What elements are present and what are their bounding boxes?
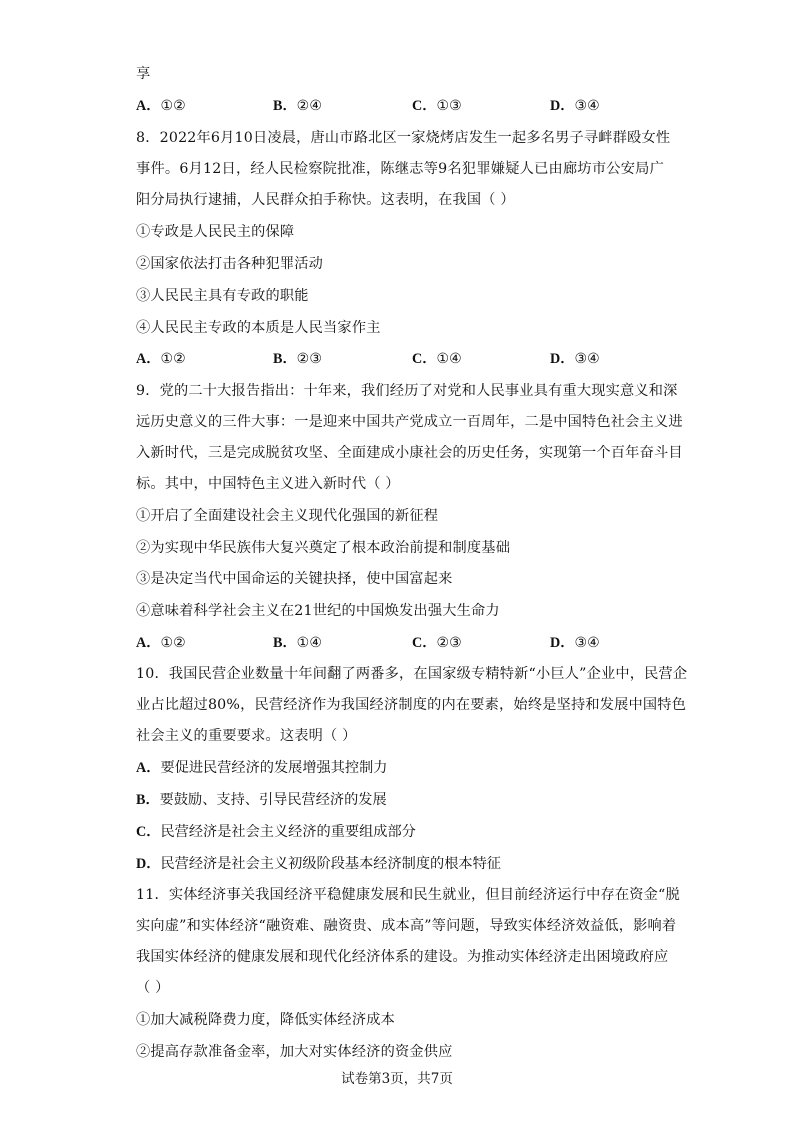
q9-statement-2: ②为实现中华民族伟大复兴奠定了根本政治前提和制度基础 (136, 540, 511, 556)
q8-statement-4: ④人民民主专政的本质是人民当家作主 (136, 320, 381, 336)
q8-option-a: A．①② (136, 351, 186, 367)
q9-statement-3: ③是决定当代中国命运的关键抉择，使中国富起来 (136, 571, 453, 587)
q10-stem-line-2: 业占比超过80%，民营经济作为我国经济制度的内在要素，始终是坚持和发展中国特色 (136, 697, 687, 713)
q11-stem-line-2: 实向虚”和实体经济“融资难、融资贵、成本高”等问题，导致实体经济效益低，影响着 (136, 918, 677, 934)
q8-option-b: B．②③ (273, 351, 323, 367)
q11-statement-1: ①加大减税降费力度，降低实体经济成本 (136, 1012, 395, 1028)
q9-option-b: B．①④ (273, 635, 323, 651)
q9-statement-1: ①开启了全面建设社会主义现代化强国的新征程 (136, 508, 439, 524)
q8-stem-line-1: 8．2022年6月10日凌晨，唐山市路北区一家烧烤店发生一起多名男子寻衅群殴女性 (136, 130, 671, 146)
q9-option-c: C．②③ (412, 635, 462, 651)
q10-choice-a: A．要促进民营经济的发展增强其控制力 (136, 760, 388, 776)
q9-stem-line-1: 9．党的二十大报告指出：十年来，我们经历了对党和人民事业具有重大现实意义和深 (136, 383, 678, 399)
q9-stem-line-2: 远历史意义的三件大事：一是迎来中国共产党成立一百周年，二是中国特色社会主义进 (136, 414, 683, 430)
continued-text: 享 (136, 66, 151, 82)
q8-option-c: C．①④ (412, 351, 462, 367)
q11-stem-line-3: 我国实体经济的健康发展和现代化经济体系的建设。为推动实体经济走出困境政府应 (136, 949, 669, 965)
q11-statement-2: ②提高存款准备金率，加大对实体经济的资金供应 (136, 1044, 453, 1060)
q10-choice-b: B．要鼓励、支持、引导民营经济的发展 (136, 792, 387, 808)
q7-option-d: D．③④ (550, 98, 600, 114)
q7-option-a: A．①② (136, 98, 186, 114)
q10-stem-line-1: 10．我国民营企业数量十年间翻了两番多，在国家级专精特新“小巨人”企业中，民营企 (136, 666, 688, 682)
q8-statement-3: ③人民民主具有专政的职能 (136, 288, 309, 304)
q9-stem-line-4: 标。其中，中国特色主义进入新时代（ ） (136, 476, 400, 492)
q10-stem-line-3: 社会主义的重要要求。这表明（ ） (136, 728, 357, 744)
q9-option-a: A．①② (136, 635, 186, 651)
q7-option-c: C．①③ (412, 98, 462, 114)
q9-statement-4: ④意味着科学社会主义在21世纪的中国焕发出强大生命力 (136, 603, 500, 619)
q9-stem-line-3: 入新时代，三是完成脱贫攻坚、全面建成小康社会的历史任务，实现第一个百年奋斗目 (136, 445, 683, 461)
q8-statement-1: ①专政是人民民主的保障 (136, 224, 295, 240)
q11-stem-line-1: 11．实体经济事关我国经济平稳健康发展和民生就业，但目前经济运行中存在资金“脱 (136, 887, 680, 903)
page-footer: 试卷第3页，共7页 (341, 1071, 453, 1087)
q8-stem-line-2: 事件。6月12日，经人民检察院批准，陈继志等9名犯罪嫌疑人已由廊坊市公安局广 (136, 161, 664, 177)
q11-stem-line-4: （ ） (136, 980, 170, 996)
q10-choice-d: D．民营经济是社会主义初级阶段基本经济制度的根本特征 (136, 856, 501, 872)
q8-stem-line-3: 阳分局执行逮捕，人民群众拍手称快。这表明，在我国（ ） (136, 192, 515, 208)
q7-option-b: B．②④ (273, 98, 323, 114)
q10-choice-c: C．民营经济是社会主义经济的重要组成部分 (136, 824, 416, 840)
q8-option-d: D．③④ (550, 351, 600, 367)
q9-option-d: D．③④ (550, 635, 600, 651)
q8-statement-2: ②国家依法打击各种犯罪活动 (136, 256, 324, 272)
